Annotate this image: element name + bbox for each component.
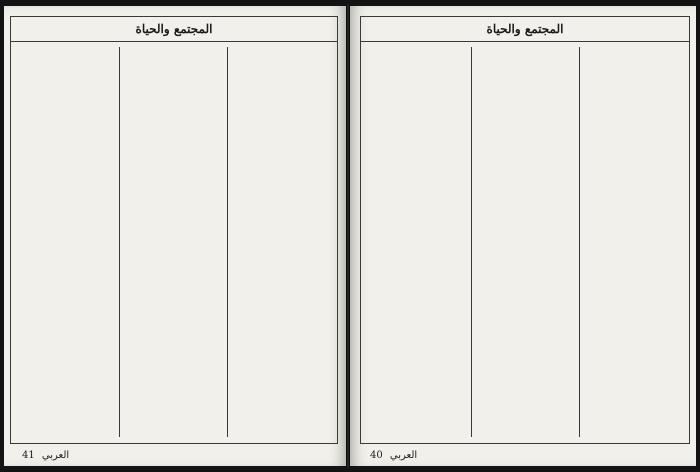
right-page (350, 6, 696, 466)
left-page-number: 41 (22, 450, 35, 461)
left-page-publication-name: العربي (41, 450, 70, 461)
right-page-header (361, 17, 689, 41)
left-page-column-divider-1 (227, 47, 228, 437)
left-page (4, 6, 346, 466)
left-page-header-rule (11, 41, 337, 42)
right-page-column-3 (365, 47, 467, 437)
right-page-folio (370, 450, 417, 461)
left-page-column-1 (233, 47, 331, 437)
right-page-section-title: المجتمع والحياة (486, 22, 564, 36)
right-page-column-divider-1 (579, 47, 580, 437)
right-page-column-1 (585, 47, 683, 437)
right-page-number: 40 (370, 450, 383, 461)
left-page-header (11, 17, 337, 41)
left-page-column-divider-2 (119, 47, 120, 437)
right-page-frame (360, 16, 690, 444)
right-page-header-rule (361, 41, 689, 42)
left-page-folio (22, 450, 69, 461)
left-page-column-2 (125, 47, 223, 437)
right-page-publication-name: العربي (389, 450, 418, 461)
left-page-frame (10, 16, 338, 444)
left-page-column-3 (17, 47, 115, 437)
left-page-section-title: المجتمع والحياة (135, 22, 213, 36)
right-page-column-2 (477, 47, 575, 437)
right-page-column-divider-2 (471, 47, 472, 437)
